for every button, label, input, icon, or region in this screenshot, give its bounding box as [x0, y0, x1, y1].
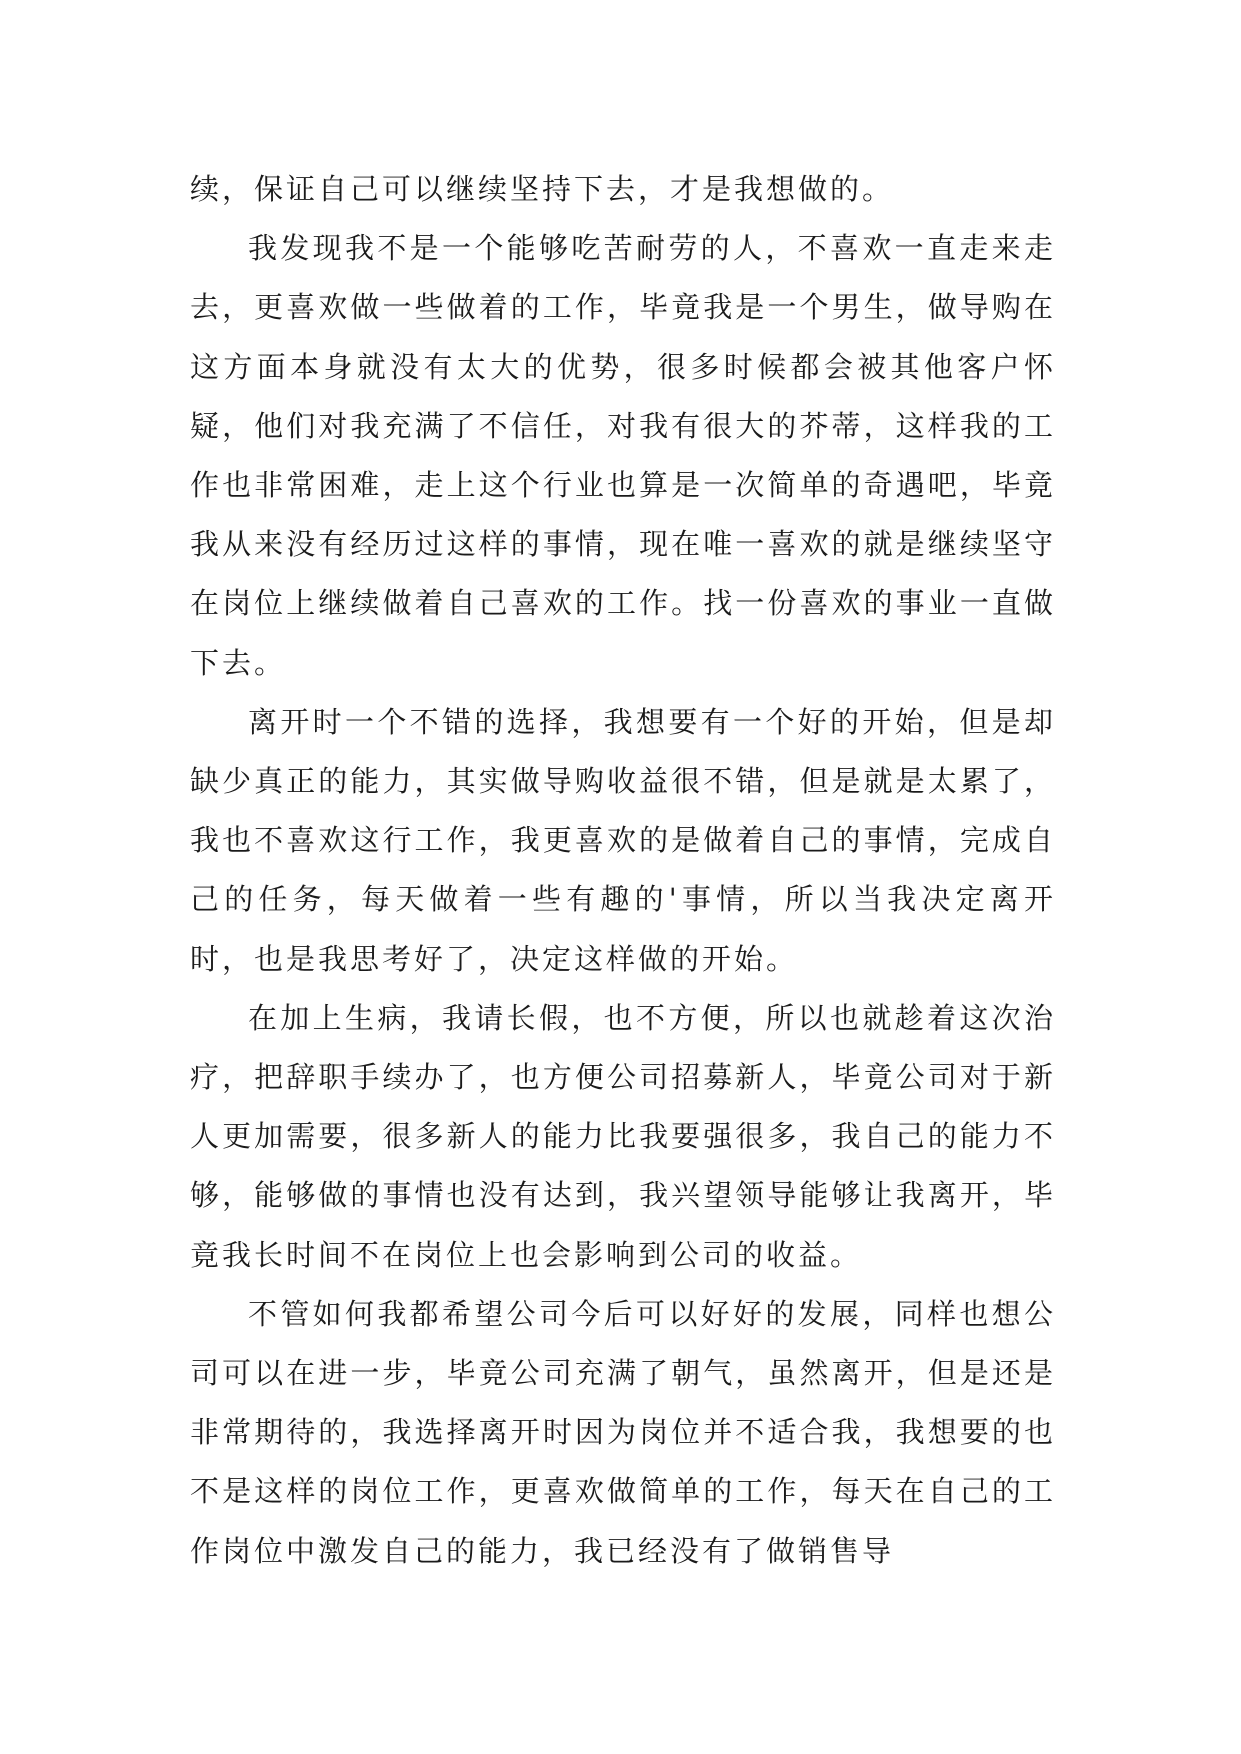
- paragraph: 离开时一个不错的选择，我想要有一个好的开始，但是却缺少真正的能力，其实做导购收益很不错，但是就是太累了，我也不喜欢这行工作，我更喜欢的是做着自己的事情，完成自己的任务，每天做着一些有趣的'事情，所以当我决定离开时，也是我思考好了，决定这样做的开始。: [190, 704, 1056, 976]
- document-body: [190, 160, 1056, 1581]
- paragraph: 不管如何我都希望公司今后可以好好的发展，同样也想公司可以在进一步，毕竟公司充满了朝气，虽然离开，但是还是非常期待的，我选择离开时因为岗位并不适合我，我想要的也不是这样的岗位工作，更喜欢做简单的工作，每天在自己的工作岗位中激发自己的能力，我已经没有了做销售导: [190, 1296, 1056, 1568]
- paragraph: 在加上生病，我请长假，也不方便，所以也就趁着这次治疗，把辞职手续办了，也方便公司招募新人，毕竟公司对于新人更加需要，很多新人的能力比我要强很多，我自己的能力不够，能够做的事情也没有达到，我兴望领导能够让我离开，毕竟我长时间不在岗位上也会影响到公司的收益。: [190, 1000, 1056, 1272]
- paragraph-continuation: 续，保证自己可以继续坚持下去，才是我想做的。: [190, 172, 895, 206]
- paragraph: 我发现我不是一个能够吃苦耐劳的人，不喜欢一直走来走去，更喜欢做一些做着的工作，毕竟我是一个男生，做导购在这方面本身就没有太大的优势，很多时候都会被其他客户怀疑，他们对我充满了不信任，对我有很大的芥蒂，这样我的工作也非常困难，走上这个行业也算是一次简单的奇遇吧，毕竟我从来没有经历过这样的事情，现在唯一喜欢的就是继续坚守在岗位上继续做着自己喜欢的工作。找一份喜欢的事业一直做下去。: [190, 231, 1056, 680]
